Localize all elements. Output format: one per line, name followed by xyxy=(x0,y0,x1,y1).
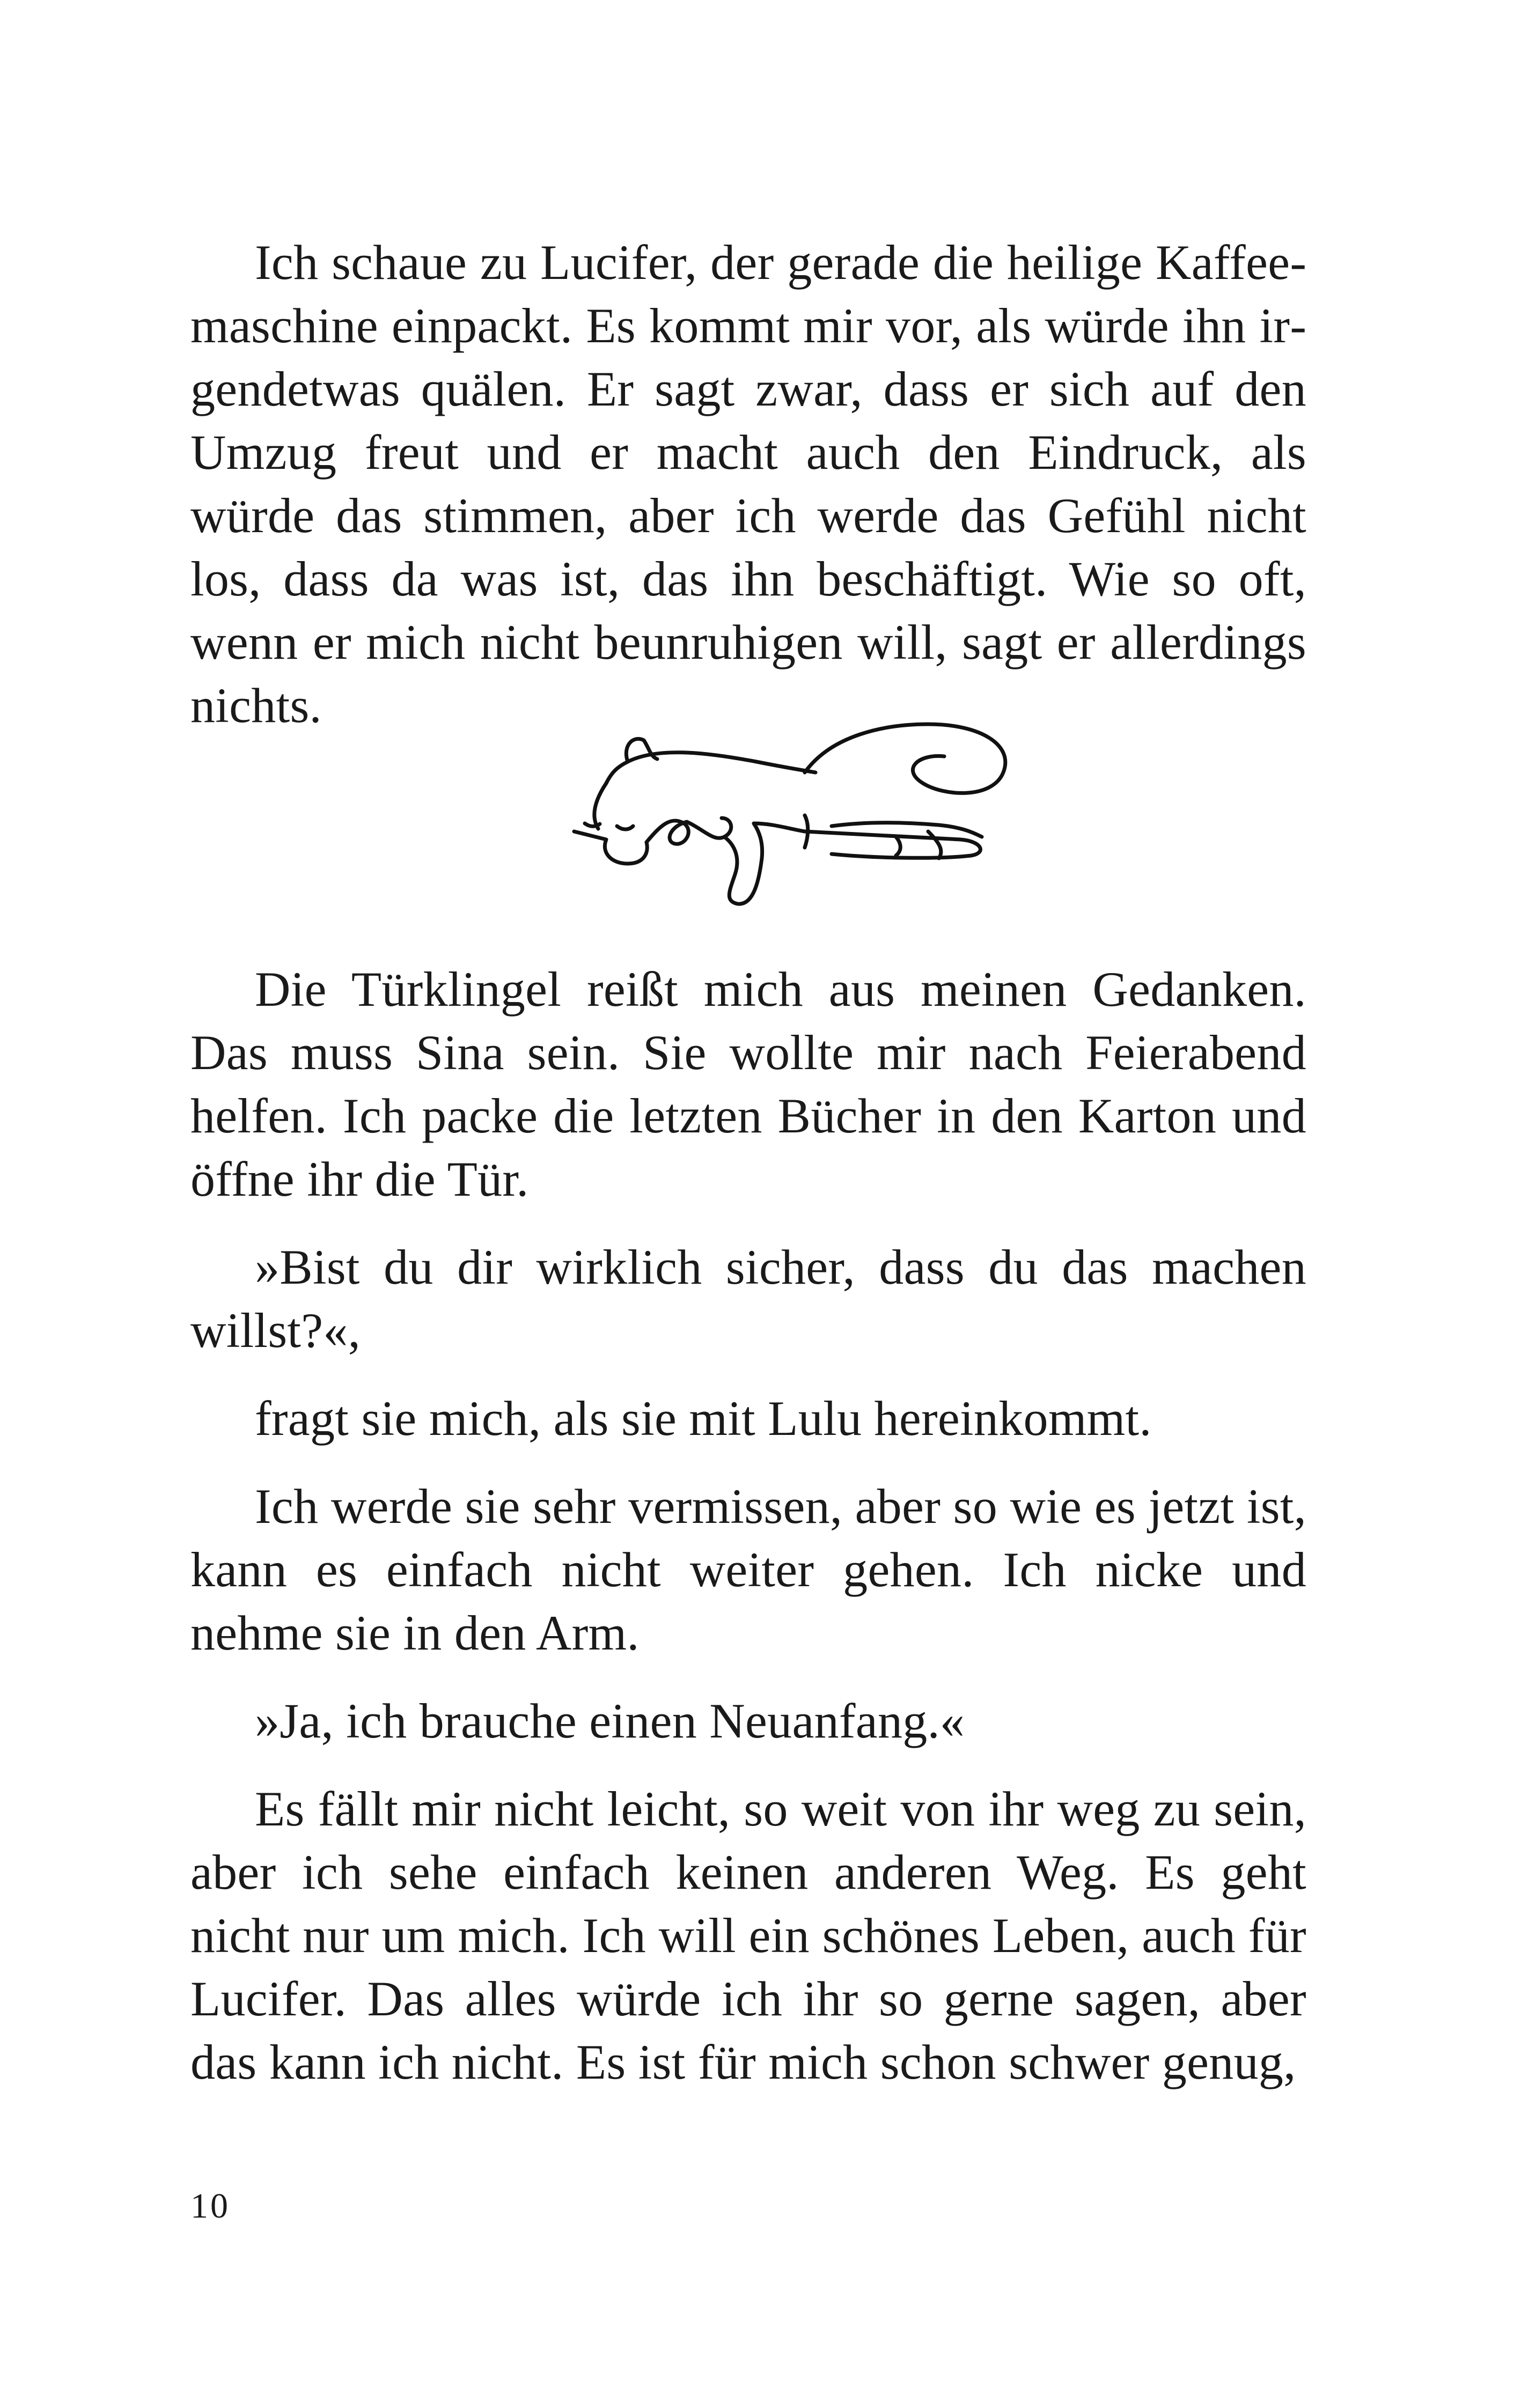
paragraph: »Ja, ich brauche einen Neuanfang.« xyxy=(255,1693,965,1748)
text-block-bottom xyxy=(190,958,1306,2118)
paragraph: Ich werde sie sehr vermissen, aber so wie es jetzt ist, kann es einfach nicht weiter gehen. Ich nicke und nehme sie in den Arm. xyxy=(190,1479,1306,1660)
paragraph: fragt sie mich, als sie mit Lulu hereinkommt. xyxy=(255,1391,1152,1446)
page-number: 10 xyxy=(190,2186,230,2226)
paragraph: Es fällt mir nicht leicht, so weit von ihr weg zu sein, aber ich sehe einfach keinen anderen Weg. Es geht nicht nur um mich. Ich will ein schönes Leben, auch für Lucifer. Das alles würde ich ihr so gerne sagen, aber das kann ich nicht. Es ist für mich schon schwer genug, xyxy=(190,1781,1306,2089)
paragraph: »Bist du dir wirklich sicher, dass du das machen willst?«, xyxy=(190,1240,1306,1358)
sleeping-cat-icon xyxy=(553,703,1035,928)
text-block-top xyxy=(190,231,1306,737)
paragraph: Ich schaue zu Lucifer, der gerade die heilige Kaffeemaschine einpackt. Es kommt mir vor, als würde ihn irgendetwas quälen. Er sagt zwar, dass er sich auf den Umzug freut und er macht auch den Eindruck, als würde das stimmen, aber ich werde das Gefühl nicht los, dass da was ist, das ihn beschäftigt. Wie so oft, wenn er mich nicht beunruhigen will, sagt er allerdings nichts. xyxy=(190,235,1306,733)
paragraph: Die Türklingel reißt mich aus meinen Gedanken. Das muss Sina sein. Sie wollte mir nach Feierabend helfen. Ich packe die letzten Bücher in den Karton und öffne ihr die Tür. xyxy=(190,962,1306,1206)
